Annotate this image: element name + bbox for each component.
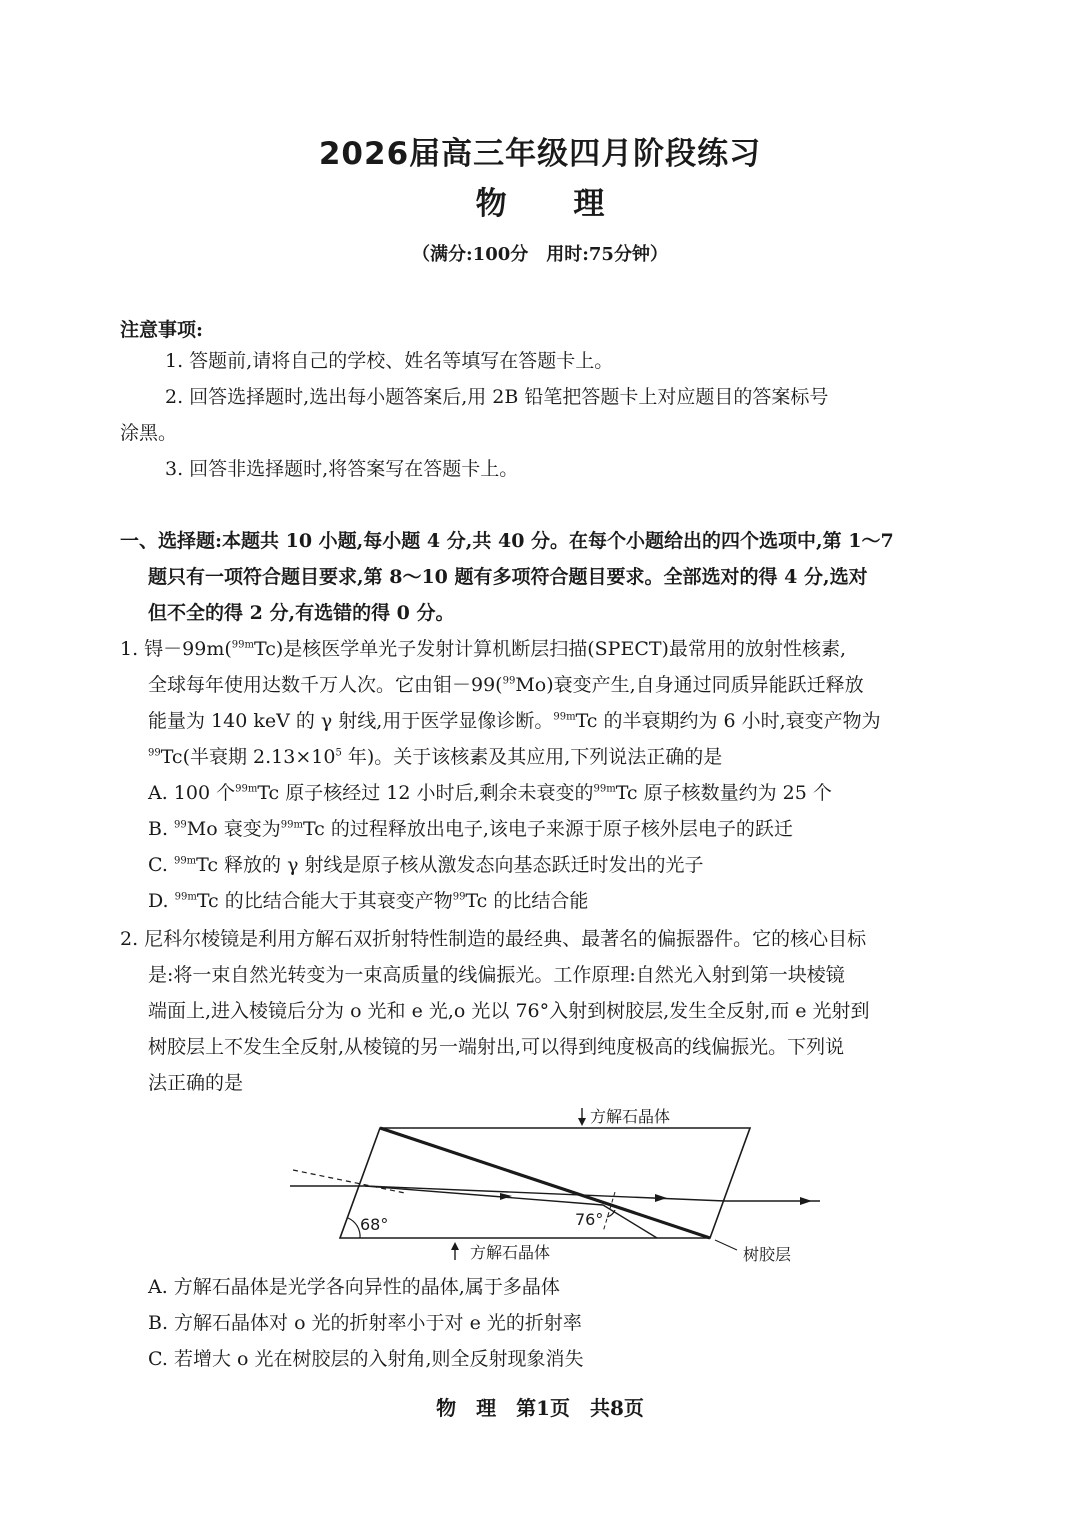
label-calcite-top: 方解石晶体 [590,1107,671,1126]
q2-line-5: 法正确的是 [148,1072,244,1094]
q1-line-4: $^{99}$Tc(半衰期 $2.13\times 10^5$ 年)。关于该核素及其应用,下列说法正确的是 [148,746,723,768]
angle-left-label: 68° [360,1215,389,1234]
notice-title: 注意事项: [120,319,204,341]
e-ray-arrow [800,1197,812,1205]
resin-layer [380,1128,710,1238]
q2-line-3: 端面上,进入棱镜后分为 o 光和 e 光,o 光以 76°入射到树胶层,发生全反射,而 e 光射到 [148,1000,870,1022]
subject-title: 物 理 [475,186,633,222]
q1-option-a: A. 100 个$^{99m}$Tc 原子核经过 12 小时后,剩余未衰变的$^{99m}$Tc 原子核数量约为 25 个 [148,782,832,804]
e-ray [365,1186,725,1201]
notice-item-2-cont: 涂黑。 [120,422,178,444]
notice-item-3: 3. 回答非选择题时,将答案写在答题卡上。 [165,458,519,480]
q1-line-3: 能量为 140 keV 的 γ 射线,用于医学显像诊断。$^{99m}$Tc 的半衰期约为 6 小时,衰变产物为 [148,710,881,732]
angle-arc-left [348,1218,360,1238]
q1-option-c: C. $^{99m}$Tc 释放的 γ 射线是原子核从激发态向基态跃迁时发出的光子 [148,854,704,876]
score-info: （满分:100分 用时:75分钟） [412,244,668,265]
exam-title: 2026届高三年级四月阶段练习 [318,136,762,172]
q1-option-d: D. $^{99m}$Tc 的比结合能大于其衰变产物$^{99}$Tc 的比结合能 [148,890,589,912]
entry-normal [293,1170,405,1193]
q2-line-2: 是:将一束自然光转变为一束高质量的线偏振光。工作原理:自然光入射到第一块棱镜 [148,964,845,986]
q2-option-c: C. 若增大 o 光在树胶层的入射角,则全反射现象消失 [148,1348,584,1370]
section-1-line-1: 一、选择题:本题共 10 小题,每小题 4 分,共 40 分。在每个小题给出的四个选项中,第 1～7 [120,530,894,552]
page-footer: 物 理 第1页 共8页 [436,1396,644,1420]
q1-option-b: B. $^{99}$Mo 衰变为$^{99m}$Tc 的过程释放出电子,该电子来源于原子核外层电子的跃迁 [148,818,793,840]
notice-item-1: 1. 答题前,请将自己的学校、姓名等填写在答题卡上。 [165,350,614,372]
e-ray-arrow-inner [655,1194,667,1202]
q1-line-2: 全球每年使用达数千万人次。它由钼－99($^{99}$Mo)衰变产生,自身通过同质异能跃迁释放 [148,674,864,696]
q2-line-4: 树胶层上不发生全反射,从棱镜的另一端射出,可以得到纯度极高的线偏振光。下列说 [148,1036,845,1058]
section-1-line-3: 但不全的得 2 分,有选错的得 0 分。 [148,602,455,624]
label-resin: 树胶层 [743,1245,792,1264]
q2-line-1: 2. 尼科尔棱镜是利用方解石双折射特性制造的最经典、最著名的偏振器件。它的核心目标 [120,928,867,950]
o-ray-arrow [500,1193,512,1200]
q2-option-a: A. 方解石晶体是光学各向异性的晶体,属于多晶体 [148,1276,560,1298]
angle-right-label: 76° [575,1210,604,1229]
section-1-line-2: 题只有一项符合题目要求,第 8～10 题有多项符合题目要求。全部选对的得 4 分,选对 [148,566,868,588]
notice-item-2: 2. 回答选择题时,选出每小题答案后,用 2B 铅笔把答题卡上对应题目的答案标号 [165,386,829,408]
q2-option-b: B. 方解石晶体对 o 光的折射率小于对 e 光的折射率 [148,1312,582,1334]
nicol-prism-diagram [285,1100,845,1270]
label-calcite-bottom: 方解石晶体 [470,1243,551,1262]
q1-line-1: 1. 锝－99m($^{99m}$Tc)是核医学单光子发射计算机断层扫描(SPECT)最常用的放射性核素, [120,638,846,660]
